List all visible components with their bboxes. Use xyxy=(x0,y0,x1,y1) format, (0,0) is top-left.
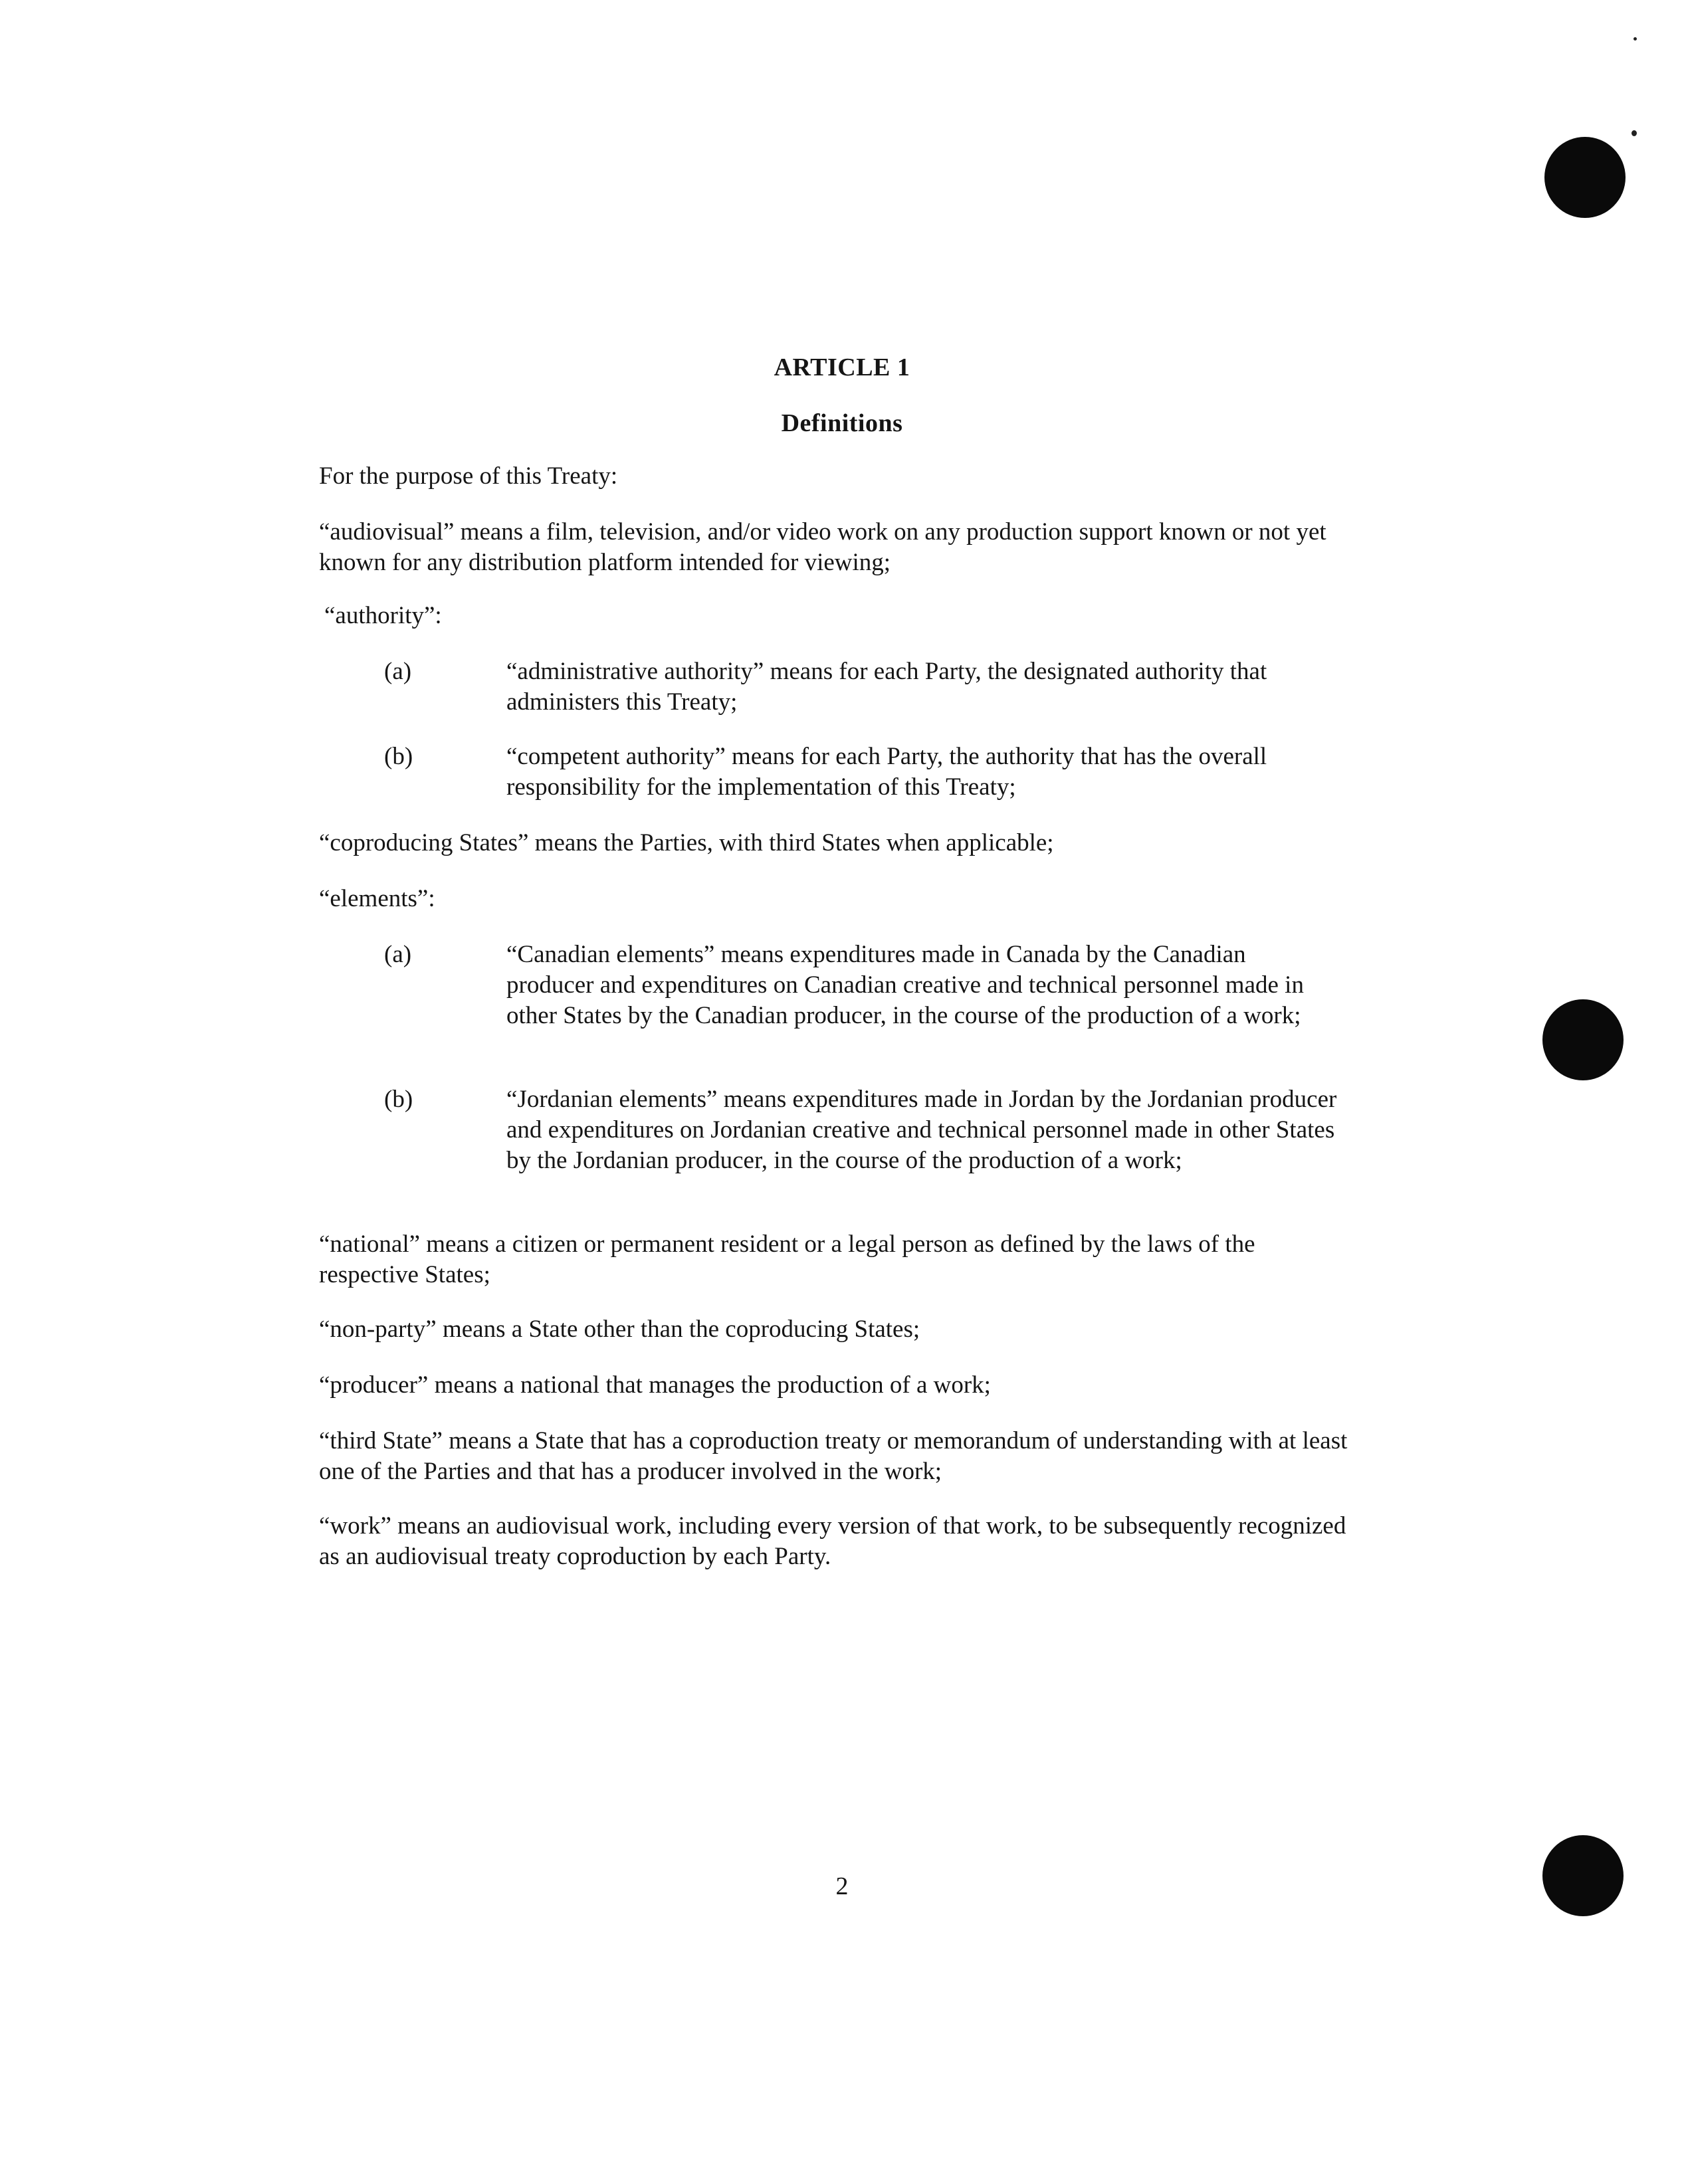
definition-national: “national” means a citizen or permanent resident or a legal person as defined by the laws of the respective States; xyxy=(319,1231,1255,1288)
list-item-text: “administrative authority” means for each Party, the designated authority that administers this Treaty; xyxy=(506,658,1267,716)
list-marker: (b) xyxy=(384,1086,413,1113)
definition-audiovisual: “audiovisual” means a film, television, and/or video work on any production support known or not yet known for any distribution platform intended for viewing; xyxy=(319,518,1326,576)
page-number: 2 xyxy=(835,1872,849,1900)
list-marker: (b) xyxy=(384,743,413,770)
definition-work: “work” means an audiovisual work, including every version of that work, to be subsequently recognized as an audiovisual treaty coproduction by each Party. xyxy=(319,1512,1346,1570)
definition-authority-label: “authority”: xyxy=(324,602,442,629)
article-title: ARTICLE 1 xyxy=(774,353,910,381)
list-marker: (a) xyxy=(384,658,412,685)
scan-speck xyxy=(1631,130,1637,136)
definition-elements-label: “elements”: xyxy=(319,885,435,912)
definition-coproducing-states: “coproducing States” means the Parties, with third States when applicable; xyxy=(319,829,1054,856)
list-item-text: “competent authority” means for each Party, the authority that has the overall responsibility for the implementation of this Treaty; xyxy=(506,743,1267,801)
list-item-text: “Jordanian elements” means expenditures made in Jordan by the Jordanian producer and expenditures on Jordanian creative and technical personnel made in other States by the Jordanian producer, in the course of the production of a work; xyxy=(506,1086,1337,1174)
article-subtitle: Definitions xyxy=(781,409,903,437)
punch-hole-middle xyxy=(1542,999,1624,1080)
punch-hole-top xyxy=(1544,137,1626,218)
intro-paragraph: For the purpose of this Treaty: xyxy=(319,462,618,490)
definition-third-state: “third State” means a State that has a coproduction treaty or memorandum of understanding with at least one of the Parties and that has a producer involved in the work; xyxy=(319,1427,1348,1485)
scan-speck xyxy=(1633,37,1637,41)
definition-producer: “producer” means a national that manages the production of a work; xyxy=(319,1371,991,1399)
list-item-text: “Canadian elements” means expenditures made in Canada by the Canadian producer and expenditures on Canadian creative and technical personnel made in other States by the Canadian producer, in the course of the production of a work; xyxy=(506,941,1304,1029)
list-marker: (a) xyxy=(384,941,412,968)
definition-non-party: “non-party” means a State other than the coproducing States; xyxy=(319,1316,920,1343)
